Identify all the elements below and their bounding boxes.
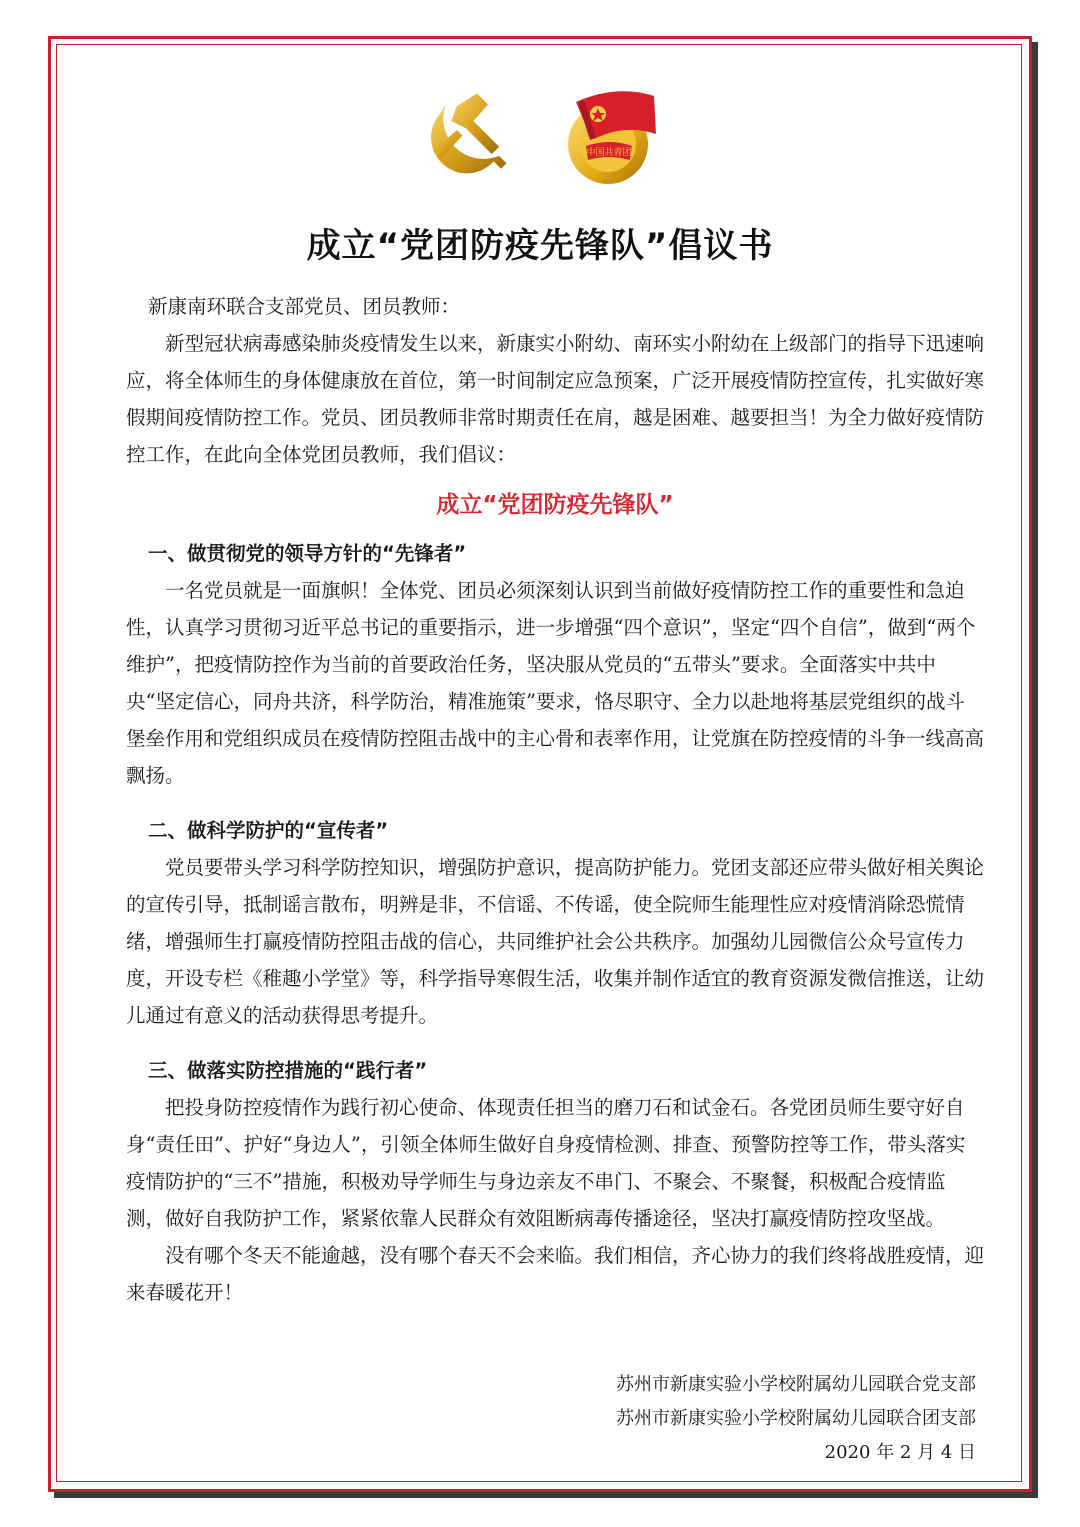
section-heading: 三、做落实防控措施的“践行者” [148,1059,428,1082]
red-subtitle: 成立“党团防疫先锋队” [436,492,674,518]
section-paragraph: 一名党员就是一面旗帜！全体党、团员必须深刻认识到当前做好疫情防控工作的重要性和急迫性，认真学习贯彻习近平总书记的重要指示，进一步增强“四个意识”，坚定“四个自信”，做到“两个维护”，把疫情防控作为当前的首要政治任务，坚决服从党员的“五带头”要求。全面落实中共中央“坚定信心，同舟共济，科学防治，精准施策”要求，恪尽职守、全力以赴地将基层党组织的战斗堡垒作用和党组织成员在疫情防控阻击战中的主心骨和表率作用，让党旗在防控疫情的斗争一线高高飘扬。 [126,579,985,787]
page-title: 成立“党团防疫先锋队”倡议书 [306,226,774,266]
section-heading: 二、做科学防护的“宣传者” [148,819,389,842]
salutation: 新康南环联合支部党员、团员教师： [148,295,461,318]
section-paragraph: 党员要带头学习科学防控知识，增强防护意识，提高防护能力。党团支部还应带头做好相关舆论的宣传引导，抵制谣言散布，明辨是非，不信谣、不传谣，使全院师生能理性应对疫情消除恐慌情绪，增强师生打赢疫情防控阻击战的信心，共同维护社会公共秩序。加强幼儿园微信公众号宣传力度，开设专栏《稚趣小学堂》等，科学指导寒假生活，收集并制作适宜的教育资源发微信推送，让幼儿通过有意义的活动获得思考提升。 [126,856,985,1027]
party-emblem-icon [420,86,512,178]
emblem-row [0,82,1080,192]
youth-league-emblem-icon [556,82,666,192]
intro-paragraph: 新型冠状病毒感染肺炎疫情发生以来，新康实小附幼、南环实小附幼在上级部门的指导下迅速响应，将全体师生的身体健康放在首位，第一时间制定应急预案，广泛开展疫情防控宣传，扎实做好寒假期间疫情防控工作。党员、团员教师非常时期责任在肩，越是困难、越要担当！为全力做好疫情防控工作，在此向全体党团员教师，我们倡议： [126,332,985,466]
signature-block [616,1368,976,1470]
spacer [126,794,984,804]
section-heading: 一、做贯彻党的领导方针的“先锋者” [148,542,467,565]
section-paragraph: 把投身防控疫情作为践行初心使命、体现责任担当的磨刀石和试金石。各党团员师生要守好自身“责任田”、护好“身边人”，引领全体师生做好自身疫情检测、排查、预警防控等工作，带头落实疫情防护的“三不”措施，积极劝导学师生与身边亲友不串门、不聚会、不聚餐，积极配合疫情监测，做好自我防护工作，紧紧依靠人民群众有效阻断病毒传播途径，坚决打赢疫情防控攻坚战。 [126,1096,966,1230]
letter-body [126,288,984,1311]
spacer [126,1034,984,1044]
signature-date: 2020 年 2 月 4 日 [824,1442,976,1463]
closing-paragraph: 没有哪个冬天不能逾越，没有哪个春天不会来临。我们相信，齐心协力的我们终将战胜疫情，迎来春暖花开！ [126,1244,985,1304]
signature-league-branch: 苏州市新康实验小学校附属幼儿园联合团支部 [616,1408,976,1429]
youth-league-emblem-label: 中国共青团 [586,148,632,158]
signature-party-branch: 苏州市新康实验小学校附属幼儿园联合党支部 [616,1374,976,1395]
